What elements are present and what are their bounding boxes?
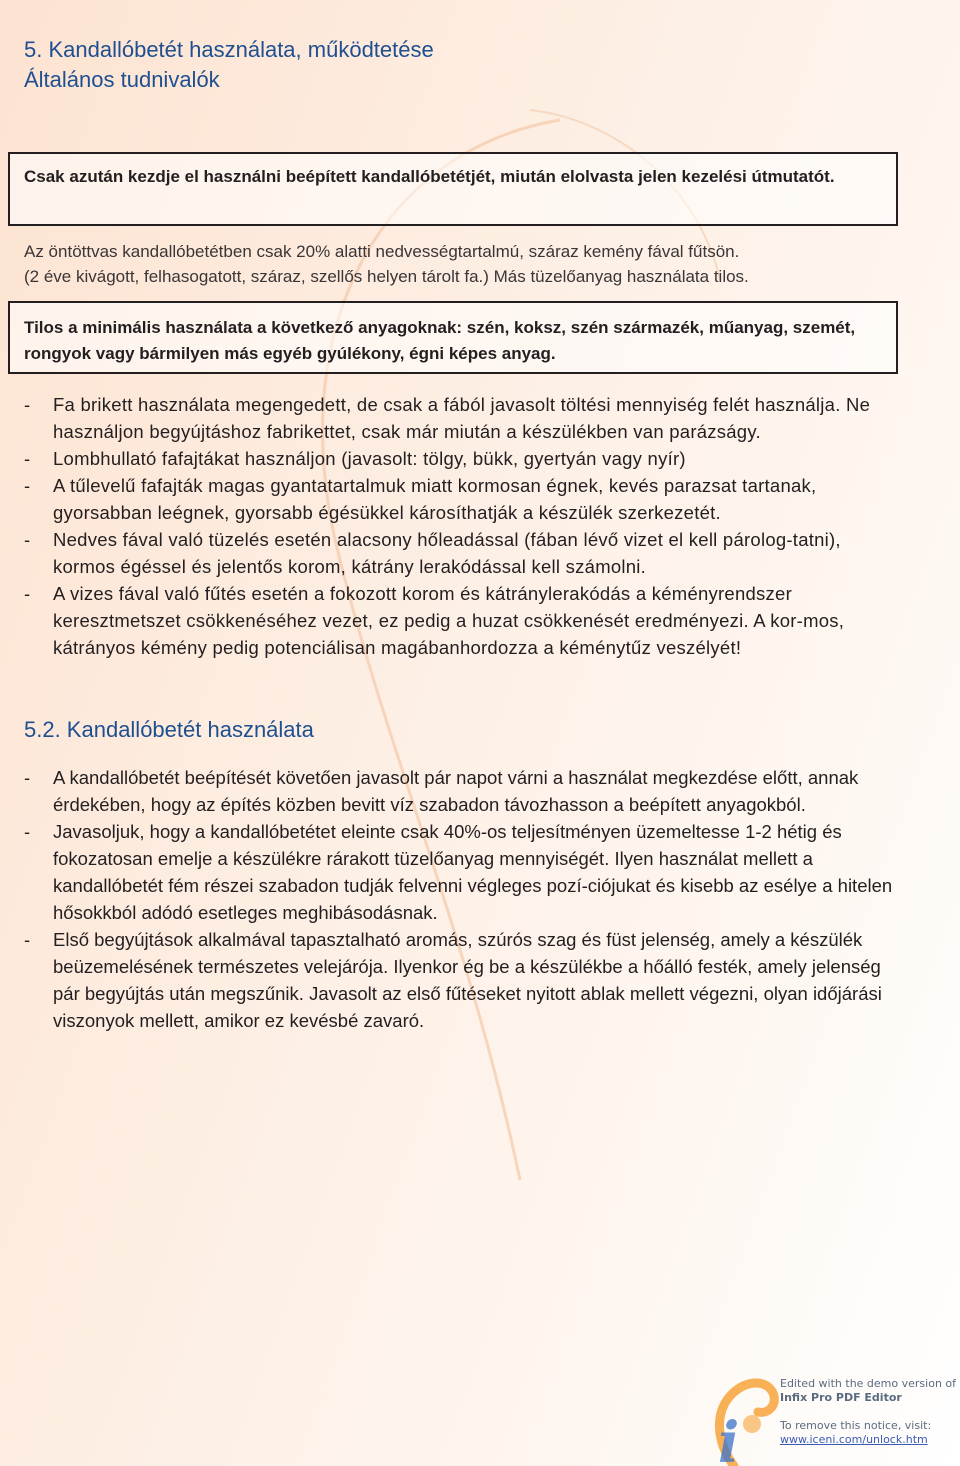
svg-text:i: i: [718, 1410, 740, 1466]
fuel-paragraph: [24, 239, 904, 289]
list-item-text: Lombhullató fafajtákat használjon (javasolt: tölgy, bükk, gyertyán vagy nyír): [53, 448, 686, 469]
usage-list: [24, 764, 904, 1034]
dash-bullet: -: [24, 821, 31, 842]
dash-bullet: -: [24, 394, 31, 415]
prohibited-text: Tilos a minimális használata a következő anyagoknak: szén, koksz, szén származék, műanyag, szemét, rongyok vagy bármilyen más egyéb gyúlékony, égni képes anyag.: [24, 318, 856, 363]
dash-bullet: -: [24, 929, 31, 950]
list-item: [24, 764, 904, 818]
list-item-text: A kandallóbetét beépítését követően javasolt pár napot várni a használat megkezdése előtt, annak érdekében, hogy az építés közben bevitt víz szabadon távozhasson a beépített anyagokból.: [53, 767, 859, 815]
list-item: [24, 445, 904, 472]
watermark-line3: To remove this notice, visit:: [780, 1419, 932, 1432]
list-item: [24, 926, 904, 1034]
list-item-text: Fa brikett használata megengedett, de csak a fából javasolt töltési mennyiség felét használja. Ne használjon begyújtáshoz fabrikettet, csak már miután a készülékben van parázságy.: [53, 394, 871, 442]
section-heading-5-2: 5.2. Kandallóbetét használata: [24, 717, 314, 742]
prohibited-materials-box: [8, 301, 898, 374]
list-item: [24, 818, 904, 926]
page-title: 5. Kandallóbetét használata, működtetése: [24, 37, 434, 62]
dash-bullet: -: [24, 475, 31, 496]
watermark-line1: Edited with the demo version of: [780, 1377, 957, 1390]
page-subtitle: Általános tudnivalók: [24, 67, 220, 92]
list-item: [24, 391, 904, 445]
list-item: [24, 472, 904, 526]
fuel-paragraph-line1: Az öntöttvas kandallóbetétben csak 20% alatti nedvességtartalmú, száraz kemény fával fűtsön.: [24, 242, 740, 261]
list-item-text: Nedves fával való tüzelés esetén alacsony hőleadással (fában lévő vizet el kell párolog-tatni), kormos égéssel és jelentős korom, kátrány lerakódással kell számolni.: [53, 529, 841, 577]
list-item-text: Javasoljuk, hogy a kandallóbetétet eleinte csak 40%-os teljesítményen üzemeltesse 1-2 hétig és fokozatosan emelje a készülékre rárakott tüzelőanyag mennyiségét. Ilyen használat mellett a kandallóbetét fém részei szabadon tudják felvenni végleges pozí-ciójukat és kisebb az esélye a hitelen hősokkból adódó esetleges meghibásodásnak.: [53, 821, 893, 923]
fuel-list: [24, 391, 904, 661]
list-item-text: A vizes fával való fűtés esetén a fokozott korom és kátránylerakódás a kéményrendszer keresztmetszet csökkenéséhez vezet, ez pedig a huzat csökkenését eredményezi. A kor-mos, kátrányos kémény pedig potenciálisan magábanhordozza a kéménytűz veszélyét!: [53, 583, 845, 658]
dash-bullet: -: [24, 583, 31, 604]
dash-bullet: -: [24, 448, 31, 469]
notice-text: Csak azután kezdje el használni beépített kandallóbetétjét, miután elolvasta jelen kezelési útmutatót.: [24, 167, 835, 186]
watermark-line2: Infix Pro PDF Editor: [780, 1391, 902, 1404]
dash-bullet: -: [24, 529, 31, 550]
notice-box: [8, 152, 898, 226]
list-item-text: A tűlevelű fafajták magas gyantatartalmuk miatt kormosan égnek, kevés parazsat tartanak, gyorsabban leégnek, gyorsabb égésükkel károsíthatják a készülék szerkezetét.: [53, 475, 817, 523]
fuel-paragraph-line2: (2 éve kivágott, felhasogatott, száraz, szellős helyen tárolt fa.) Más tüzelőanyag használata tilos.: [24, 267, 749, 286]
list-item-text: Első begyújtások alkalmával tapasztalható aromás, szúrós szag és füst jelenség, amely a készülék beüzemelésének természetes velejárója. Ilyenkor ég be a készülékbe a hőálló festék, amely jelenség pár begyújtás után megszűnik. Javasolt az első fűtéseket nyitott ablak mellett végezni, olyan időjárási viszonyok mellett, amikor ez kevésbé zavaró.: [53, 929, 882, 1031]
list-item: [24, 580, 904, 661]
list-item: [24, 526, 904, 580]
dash-bullet: -: [24, 767, 31, 788]
watermark-link[interactable]: www.iceni.com/unlock.htm: [780, 1433, 928, 1446]
